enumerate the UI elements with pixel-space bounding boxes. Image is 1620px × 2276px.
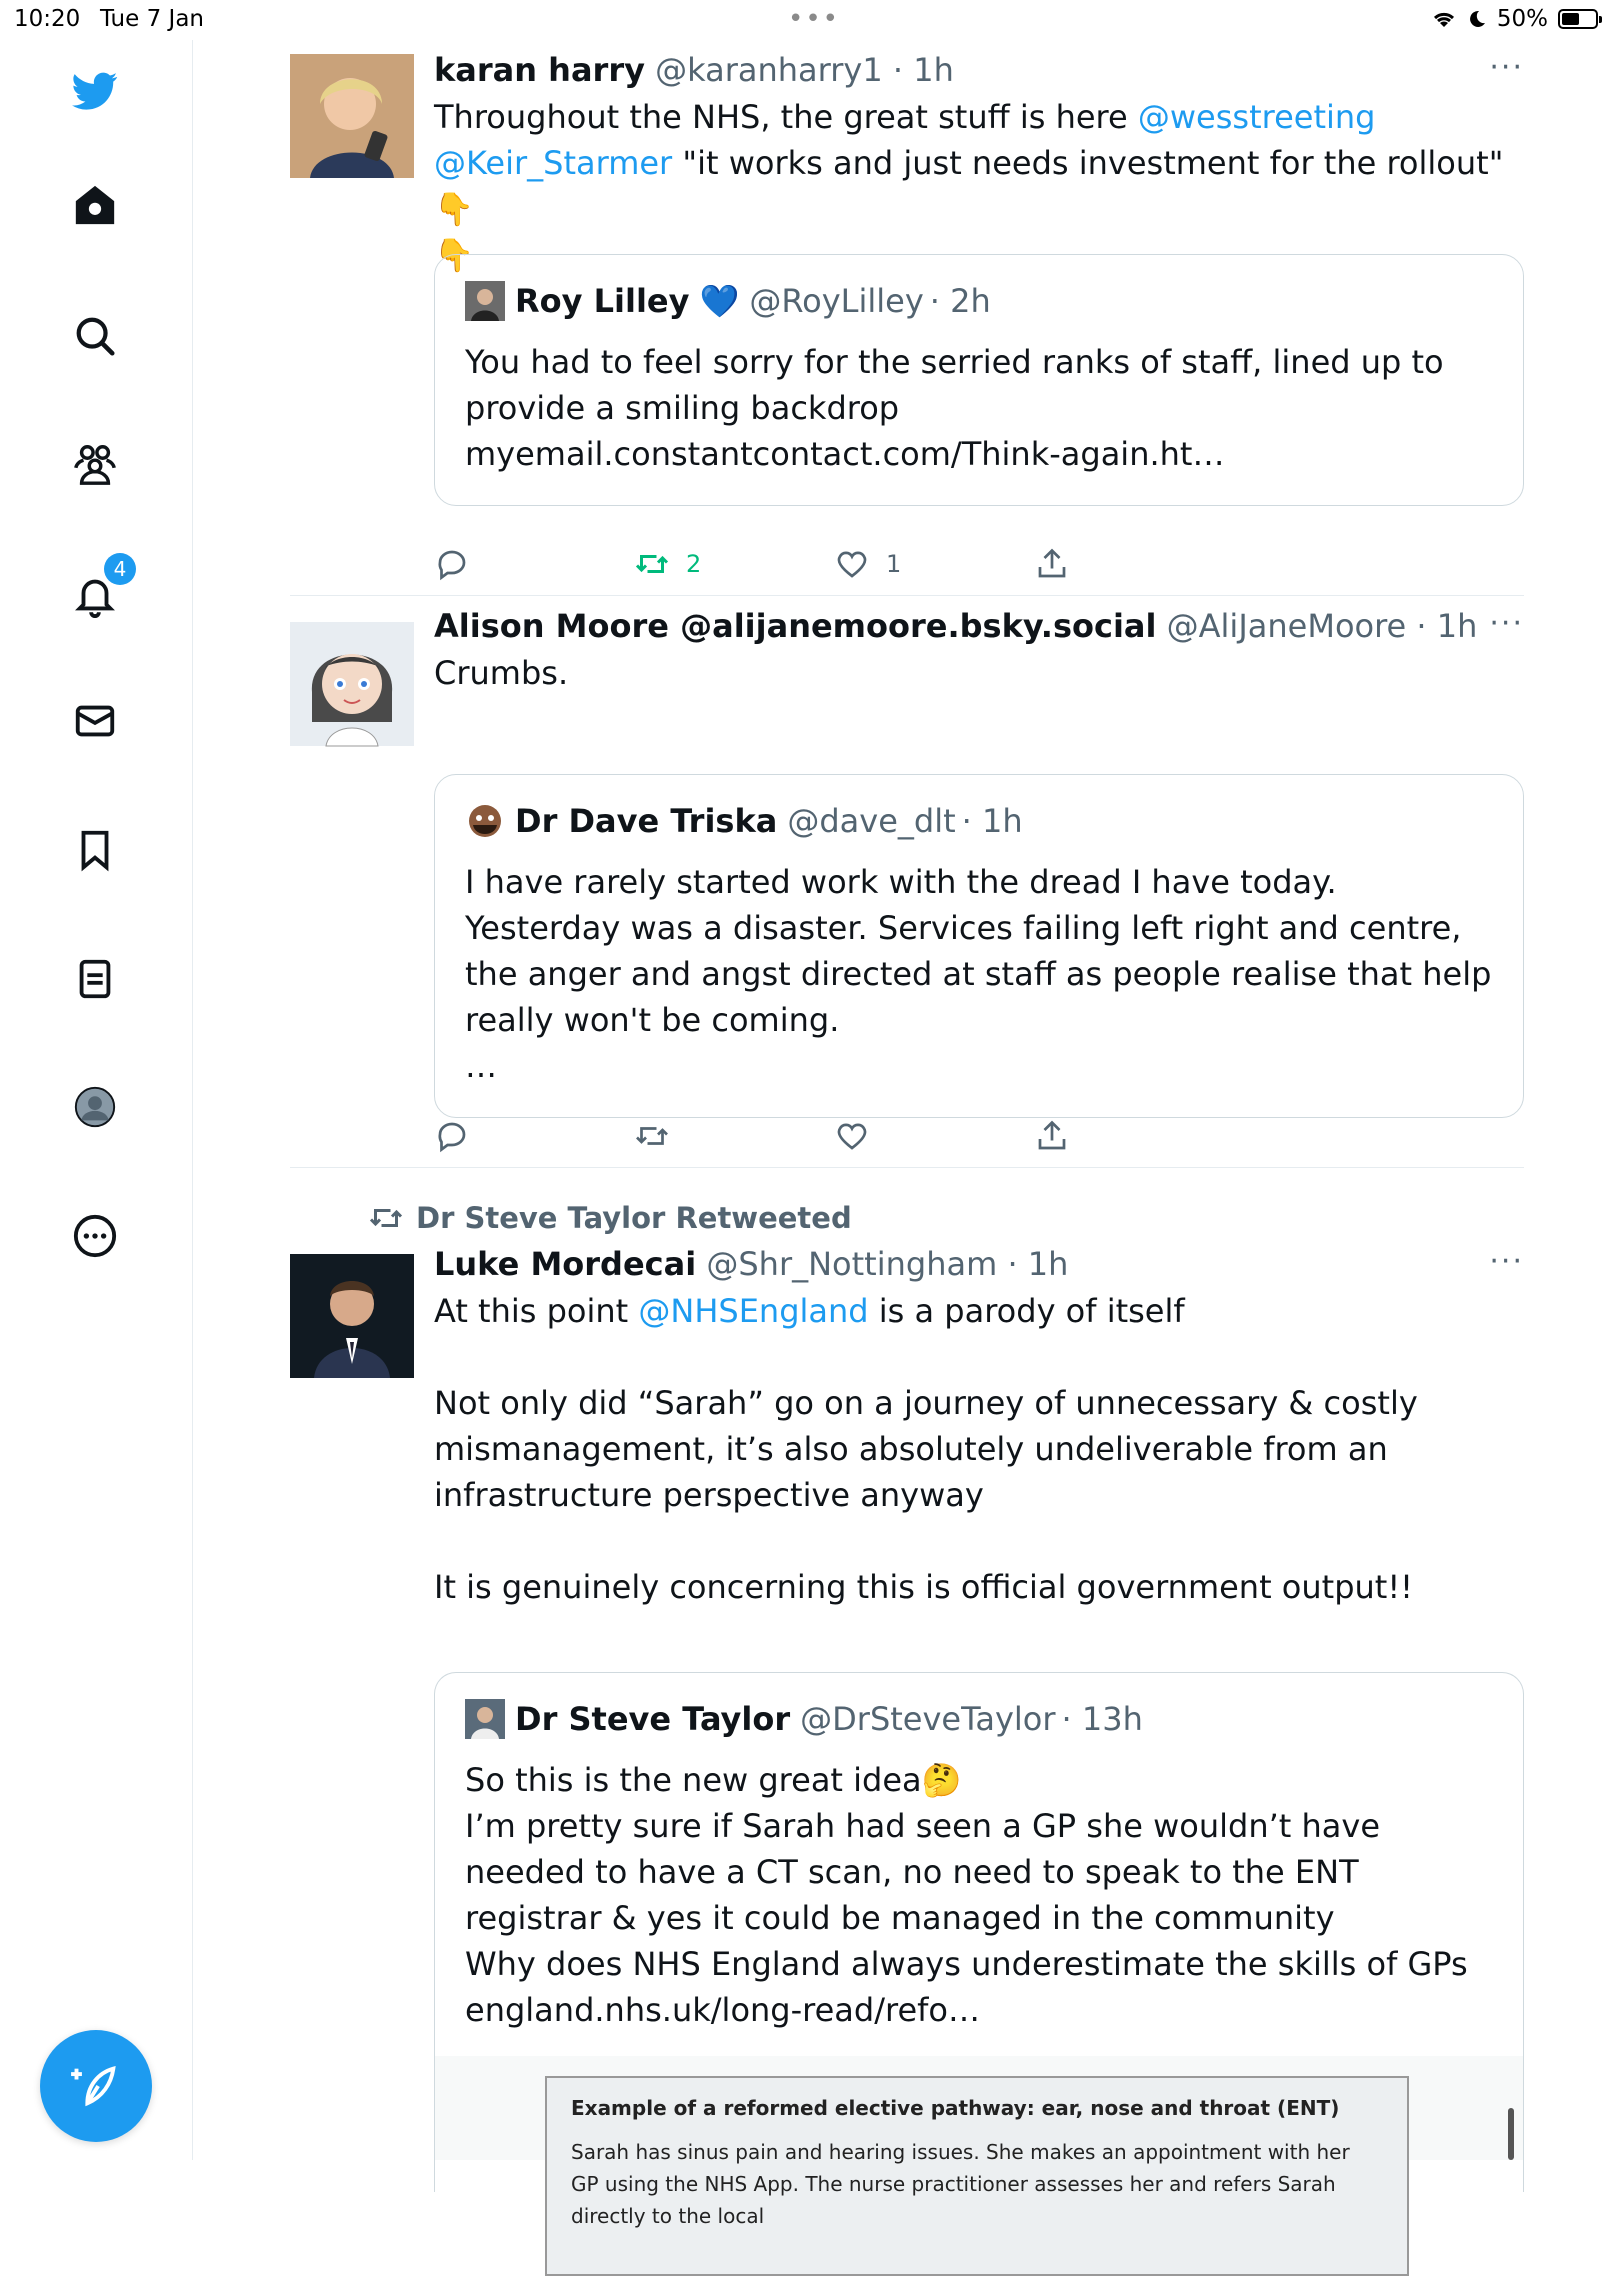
quote-author-name[interactable]: Dr Dave Triska: [515, 802, 778, 840]
wifi-icon: [1431, 9, 1457, 29]
tweet-actions: [434, 1118, 1134, 1158]
verified-heart-icon: 💙: [699, 282, 740, 320]
tweet-text: Crumbs.: [434, 654, 569, 692]
communities-icon[interactable]: [68, 437, 122, 491]
home-icon[interactable]: [68, 178, 122, 232]
retweet-icon: [634, 1118, 670, 1154]
quoted-tweet[interactable]: [434, 254, 1524, 506]
tweet-author-name[interactable]: Luke Mordecai: [434, 1245, 697, 1283]
share-button[interactable]: [1034, 1118, 1070, 1154]
messages-envelope-icon[interactable]: [68, 694, 122, 748]
reply-icon: [434, 1118, 470, 1154]
battery-percent: 50%: [1496, 6, 1548, 32]
status-bar: [0, 0, 1620, 40]
quote-ellipsis: …: [465, 1047, 497, 1085]
quote-author-name[interactable]: Roy Lilley: [515, 282, 690, 320]
tweet-more-icon[interactable]: ···: [1489, 50, 1524, 85]
share-icon: [1034, 546, 1070, 582]
quote-text: [465, 1757, 1493, 2033]
retweet-icon: [634, 546, 670, 582]
tweet-paragraph: Not only did “Sarah” go on a journey of unnecessary & costly mismanagement, it’s also absolutely undeliverable from an infrastructure perspective anyway: [434, 1384, 1418, 1514]
tweet-text-part: Throughout the NHS, the great stuff is here: [434, 98, 1138, 136]
tweet-paragraph: It is genuinely concerning this is official government output!!: [434, 1568, 1413, 1606]
avatar-luke-mordecai[interactable]: [290, 1254, 414, 1378]
avatar-karan-harry[interactable]: [290, 54, 414, 178]
tweet-karan-harry[interactable]: [290, 40, 1524, 596]
quote-line: So this is the new great idea🤔: [465, 1761, 962, 1799]
quote-avatar: [465, 1699, 505, 1739]
quoted-tweet[interactable]: [434, 774, 1524, 1118]
avatar-alison-moore[interactable]: [290, 622, 414, 746]
profile-icon[interactable]: [68, 1080, 122, 1134]
tweet-time[interactable]: · 1h: [892, 51, 954, 89]
tweet-text-part: At this point: [434, 1292, 639, 1330]
quote-line: I’m pretty sure if Sarah had seen a GP she wouldn’t have needed to have a CT scan, no need to speak to the ENT registrar & yes it could be managed in the community: [465, 1807, 1380, 1937]
scrollbar[interactable]: [1508, 2108, 1514, 2160]
reply-button[interactable]: [434, 546, 486, 582]
quote-time[interactable]: · 1h: [961, 802, 1023, 840]
quote-link[interactable]: england.nhs.uk/long-read/refo…: [465, 1991, 980, 2029]
retweet-button[interactable]: [634, 546, 701, 582]
mention-link[interactable]: @Keir_Starmer: [434, 144, 673, 182]
share-icon: [1034, 1118, 1070, 1154]
reply-icon: [434, 546, 470, 582]
embedded-heading: Example of a reformed elective pathway: ear, nose and throat (ENT): [571, 2096, 1340, 2120]
quote-line: Why does NHS England always underestimate the skills of GPs: [465, 1945, 1468, 1983]
tweet-time[interactable]: · 1h: [1416, 607, 1478, 645]
status-time: 10:20: [14, 6, 81, 32]
quote-avatar: [465, 801, 505, 841]
quote-text: [465, 859, 1493, 1089]
quote-embedded-image[interactable]: [434, 2056, 1524, 2228]
tweet-text-part: "it works and just needs investment for the rollout": [672, 144, 1504, 182]
notification-count-badge: 4: [104, 553, 136, 585]
moon-icon: [1467, 9, 1487, 29]
emoji: 👇: [434, 190, 474, 228]
tweet-author-handle[interactable]: @AliJaneMoore: [1166, 607, 1407, 645]
quote-time[interactable]: · 13h: [1061, 1700, 1143, 1738]
retweet-icon: [368, 1200, 404, 1236]
tweet-alison-moore[interactable]: [290, 596, 1524, 1168]
emoji: 👇: [434, 236, 474, 274]
twitter-logo-icon[interactable]: [68, 64, 122, 118]
tweet-author-handle[interactable]: @Shr_Nottingham: [706, 1245, 998, 1283]
multitasking-dots-icon[interactable]: •••: [788, 4, 841, 34]
tweet-text-part: is a parody of itself: [868, 1292, 1185, 1330]
quote-text-body: I have rarely started work with the dread I have today. Yesterday was a disaster. Services failing left right and centre, the anger and angst directed at staff as people realise that help really won't be coming.: [465, 863, 1492, 1039]
retweeted-by-text[interactable]: Dr Steve Taylor Retweeted: [416, 1201, 852, 1235]
tweet-text: [434, 94, 1524, 278]
quote-author-name[interactable]: Dr Steve Taylor: [515, 1700, 791, 1738]
compose-tweet-button[interactable]: [40, 2030, 152, 2142]
quote-text: You had to feel sorry for the serried ranks of staff, lined up to provide a smiling backdrop myemail.constantcontact.com/Think-again.ht…: [465, 343, 1444, 473]
heart-icon: [834, 1118, 870, 1154]
tweet-more-icon[interactable]: ···: [1489, 606, 1524, 641]
tweet-actions: [434, 546, 1134, 586]
tweet-author-handle[interactable]: @karanharry1: [655, 51, 883, 89]
retweet-count: 2: [686, 550, 702, 578]
compose-feather-icon: [70, 2060, 122, 2112]
battery-icon: [1558, 9, 1598, 29]
mention-link[interactable]: @NHSEngland: [638, 1292, 869, 1330]
share-button[interactable]: [1034, 546, 1070, 582]
tweet-luke-mordecai[interactable]: [290, 1168, 1524, 2228]
quote-time[interactable]: · 2h: [929, 282, 991, 320]
bookmarks-icon[interactable]: [68, 823, 122, 877]
like-count: 1: [886, 550, 902, 578]
status-right: [1431, 6, 1598, 32]
lists-icon[interactable]: [68, 952, 122, 1006]
quote-author-handle[interactable]: @dave_dlt: [787, 802, 956, 840]
embedded-document-box: [545, 2076, 1409, 2276]
like-button[interactable]: [834, 1118, 886, 1154]
heart-icon: [834, 546, 870, 582]
tweet-author-name[interactable]: Alison Moore @alijanemoore.bsky.social: [434, 607, 1157, 645]
retweet-button[interactable]: [634, 1118, 686, 1154]
status-date: Tue 7 Jan: [100, 6, 204, 32]
quote-author-handle[interactable]: @DrSteveTaylor: [800, 1700, 1056, 1738]
quote-author-handle[interactable]: @RoyLilley: [749, 282, 924, 320]
tweet-more-icon[interactable]: ···: [1489, 1244, 1524, 1279]
embedded-body: Sarah has sinus pain and hearing issues. She makes an appointment with her GP using the NHS App. The nurse practitioner assesses her and refers Sarah directly to the local: [571, 2140, 1350, 2228]
mention-link[interactable]: @wesstreeting: [1137, 98, 1376, 136]
quote-avatar: [465, 281, 505, 321]
more-options-icon[interactable]: [68, 1209, 122, 1263]
tweet-author-name[interactable]: karan harry: [434, 51, 645, 89]
sidebar: [0, 40, 193, 2160]
like-button[interactable]: [834, 546, 901, 582]
tweet-text: [434, 1288, 1524, 1610]
reply-button[interactable]: [434, 1118, 486, 1154]
search-icon[interactable]: [68, 309, 122, 363]
retweeted-by-label: [368, 1200, 852, 1236]
tweet-time[interactable]: · 1h: [1007, 1245, 1069, 1283]
